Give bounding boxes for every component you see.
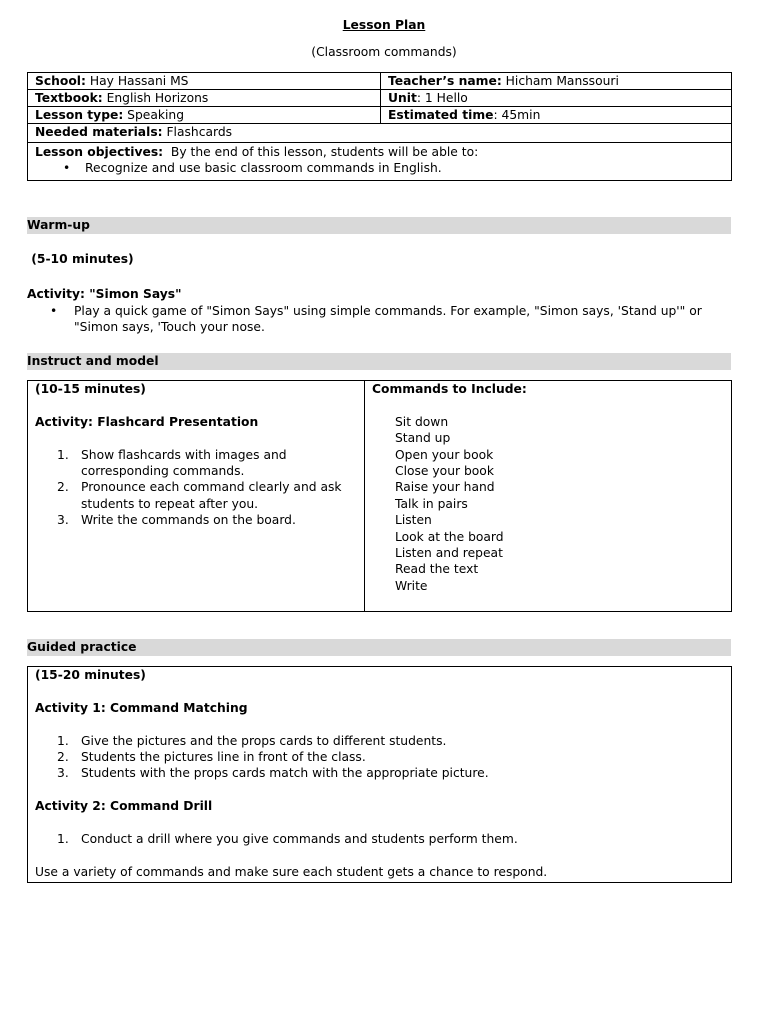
activity2-steps	[35, 831, 724, 847]
instruct-table	[27, 380, 732, 612]
time-label: Estimated time	[388, 108, 494, 122]
command-item: Read the text	[395, 562, 479, 577]
instruct-heading: Instruct and model	[27, 353, 731, 370]
activity2-step: 1. Conduct a drill where you give commands and students perform them.	[57, 832, 518, 846]
activity1-title: Activity 1: Command Matching	[35, 700, 248, 715]
textbook-label: Textbook:	[35, 91, 103, 105]
teacher-cell	[381, 73, 732, 90]
guided-closing-note: Use a variety of commands and make sure each student gets a chance to respond.	[35, 864, 548, 879]
warmup-bullet-item: • Play a quick game of "Simon Says" using simple commands. For example, "Simon says, 'Stand up'" or "Simon says, 'Touch your nose.	[48, 303, 728, 336]
teacher-value: Hicham Manssouri	[501, 74, 619, 88]
warmup-duration: (5-10 minutes)	[27, 252, 134, 266]
lesson-info-table	[27, 72, 732, 181]
school-value: Hay Hassani MS	[85, 74, 189, 88]
guided-heading: Guided practice	[27, 639, 731, 656]
command-item: Stand up	[395, 431, 451, 446]
command-item: Look at the board	[395, 529, 504, 544]
materials-label: Needed materials:	[35, 125, 163, 139]
command-item: Talk in pairs	[395, 496, 468, 511]
materials-value: Flashcards	[162, 125, 233, 139]
objectives-cell	[28, 143, 732, 181]
teacher-label: Teacher’s name:	[388, 74, 502, 88]
lesson-type-label: Lesson type:	[35, 108, 124, 122]
school-cell	[28, 73, 381, 90]
instruct-steps	[35, 447, 357, 529]
activity1-steps	[35, 733, 724, 782]
unit-label: Unit	[388, 91, 417, 105]
command-item: Open your book	[395, 447, 494, 462]
commands-column	[365, 381, 731, 611]
command-item: Listen	[395, 513, 432, 528]
warmup-bullets	[48, 303, 728, 336]
page-title: Lesson Plan	[342, 18, 426, 32]
warmup-activity: Activity: "Simon Says"	[27, 287, 182, 301]
textbook-cell	[28, 90, 381, 107]
command-item: Sit down	[395, 414, 449, 429]
instruct-activity-column	[28, 381, 365, 611]
instruct-activity: Activity: Flashcard Presentation	[35, 414, 259, 429]
activity2-title: Activity 2: Command Drill	[35, 799, 213, 814]
guided-duration: (15-20 minutes)	[35, 668, 146, 682]
lesson-type-value: Speaking	[123, 108, 185, 122]
unit-value: : 1 Hello	[416, 91, 468, 105]
instruct-duration: (10-15 minutes)	[35, 382, 146, 396]
materials-cell	[28, 124, 732, 143]
unit-cell	[381, 90, 732, 107]
command-item: Write	[395, 578, 428, 593]
warmup-heading: Warm-up	[27, 217, 731, 234]
time-cell	[381, 107, 732, 124]
objectives-intro: By the end of this lesson, students will be able to:	[163, 145, 479, 159]
commands-list	[372, 414, 724, 594]
objective-item: • Recognize and use basic classroom commands in English.	[63, 160, 724, 176]
commands-heading: Commands to Include:	[372, 382, 527, 396]
activity1-step: 2. Students the pictures line in front of the class.	[57, 750, 366, 764]
school-label: School:	[35, 74, 86, 88]
command-item: Listen and repeat	[395, 546, 503, 561]
guided-table	[27, 666, 732, 883]
textbook-value: English Horizons	[102, 91, 209, 105]
time-value: : 45min	[493, 108, 541, 122]
objectives-list	[35, 160, 724, 176]
activity1-step: 3. Students with the props cards match with the appropriate picture.	[57, 766, 489, 781]
command-item: Raise your hand	[395, 480, 495, 495]
objectives-label: Lesson objectives:	[35, 145, 164, 159]
instruct-step: 1. Show flashcards with images and corresponding commands.	[57, 447, 287, 478]
activity1-step: 1. Give the pictures and the props cards to different students.	[57, 733, 447, 748]
page-subtitle: (Classroom commands)	[311, 45, 457, 59]
command-item: Close your book	[395, 464, 494, 479]
lesson-type-cell	[28, 107, 381, 124]
instruct-step: 2. Pronounce each command clearly and ask students to repeat after you.	[57, 480, 342, 511]
instruct-step: 3. Write the commands on the board.	[57, 513, 296, 528]
